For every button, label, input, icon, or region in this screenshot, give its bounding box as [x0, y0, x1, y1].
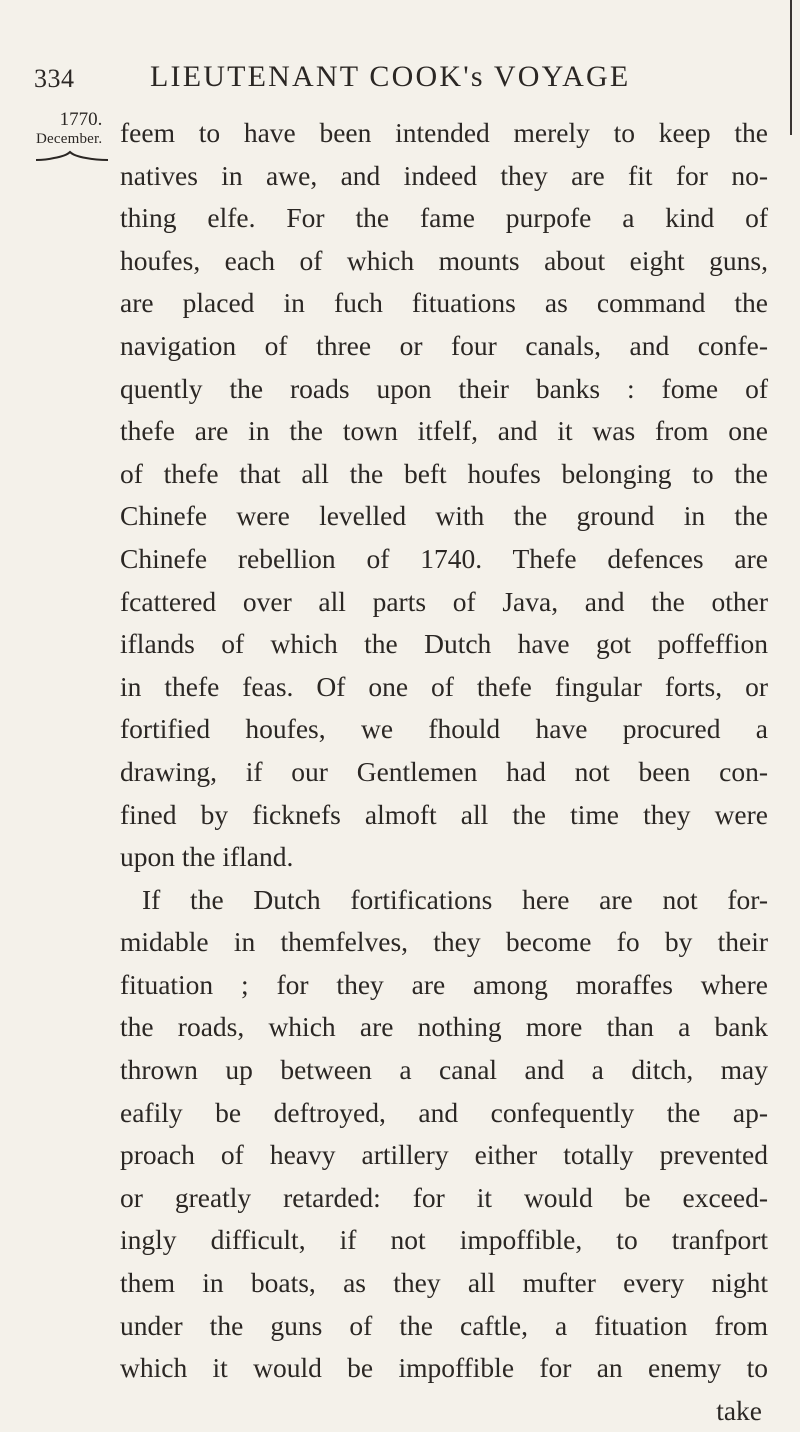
running-head: LIEUTENANT COOK's VOYAGE: [150, 60, 631, 93]
text-line: drawing, if our Gentlemen had not been con-: [120, 755, 768, 787]
margin-year: 1770.: [59, 109, 103, 130]
text-line: in thefe feas. Of one of thefe fingular forts, or: [120, 670, 768, 702]
text-line: or greatly retarded: for it would be exceed-: [120, 1181, 768, 1213]
text-line: Chinefe were levelled with the ground in the: [120, 500, 768, 532]
text-line: navigation of three or four canals, and confe-: [120, 329, 768, 361]
margin-date-note: [34, 110, 118, 164]
body-text: [120, 112, 768, 1432]
text-line: fituation ; for they are among moraffes where: [120, 968, 768, 1000]
text-line: feem to have been intended merely to keep the: [120, 117, 768, 148]
page-header: [34, 60, 774, 100]
text-line: under the guns of the caftle, a fituation from: [120, 1309, 768, 1341]
text-line: thefe are in the town itfelf, and it was from one: [120, 415, 768, 447]
text-line: ingly difficult, if not impoffible, to tranfport: [120, 1224, 768, 1256]
text-line: them in boats, as they all mufter every night: [120, 1267, 768, 1299]
text-line: midable in themfelves, they become fo by their: [120, 926, 768, 958]
page-number: 334: [34, 64, 75, 93]
text-line: thing elfe. For the fame purpofe a kind of: [120, 202, 768, 234]
text-line: quently the roads upon their banks : fome of: [120, 372, 768, 404]
text-line: houfes, each of which mounts about eight guns,: [120, 244, 768, 276]
text-line: are placed in fuch fituations as command the: [120, 287, 768, 319]
text-line: fcattered over all parts of Java, and the other: [120, 585, 768, 617]
text-line: of thefe that all the beft houfes belonging to the: [120, 457, 768, 489]
text-line: iflands of which the Dutch have got poffeffion: [120, 628, 768, 660]
margin-month: December.: [36, 131, 103, 147]
text-line: which it would be impoffible for an enemy to: [120, 1352, 768, 1384]
text-line: natives in awe, and indeed they are fit for no-: [120, 159, 768, 191]
text-line: the roads, which are nothing more than a bank: [120, 1011, 768, 1043]
page-edge-rule: [790, 0, 792, 135]
catchword: take: [716, 1394, 762, 1426]
text-line: thrown up between a canal and a ditch, may: [120, 1054, 768, 1086]
text-line: fortified houfes, we fhould have procured a: [120, 713, 768, 745]
margin-brace-icon: [34, 150, 110, 164]
text-line: proach of heavy artillery either totally prevented: [120, 1139, 768, 1171]
text-line: fined by ficknefs almoft all the time they were: [120, 798, 768, 830]
text-line-paragraph-start: If the Dutch fortifications here are not for-: [142, 883, 768, 915]
text-line: eafily be deftroyed, and confequently the ap-: [120, 1096, 768, 1128]
text-line: Chinefe rebellion of 1740. Thefe defences are: [120, 542, 768, 574]
text-line-paragraph-end: upon the ifland.: [120, 841, 294, 873]
